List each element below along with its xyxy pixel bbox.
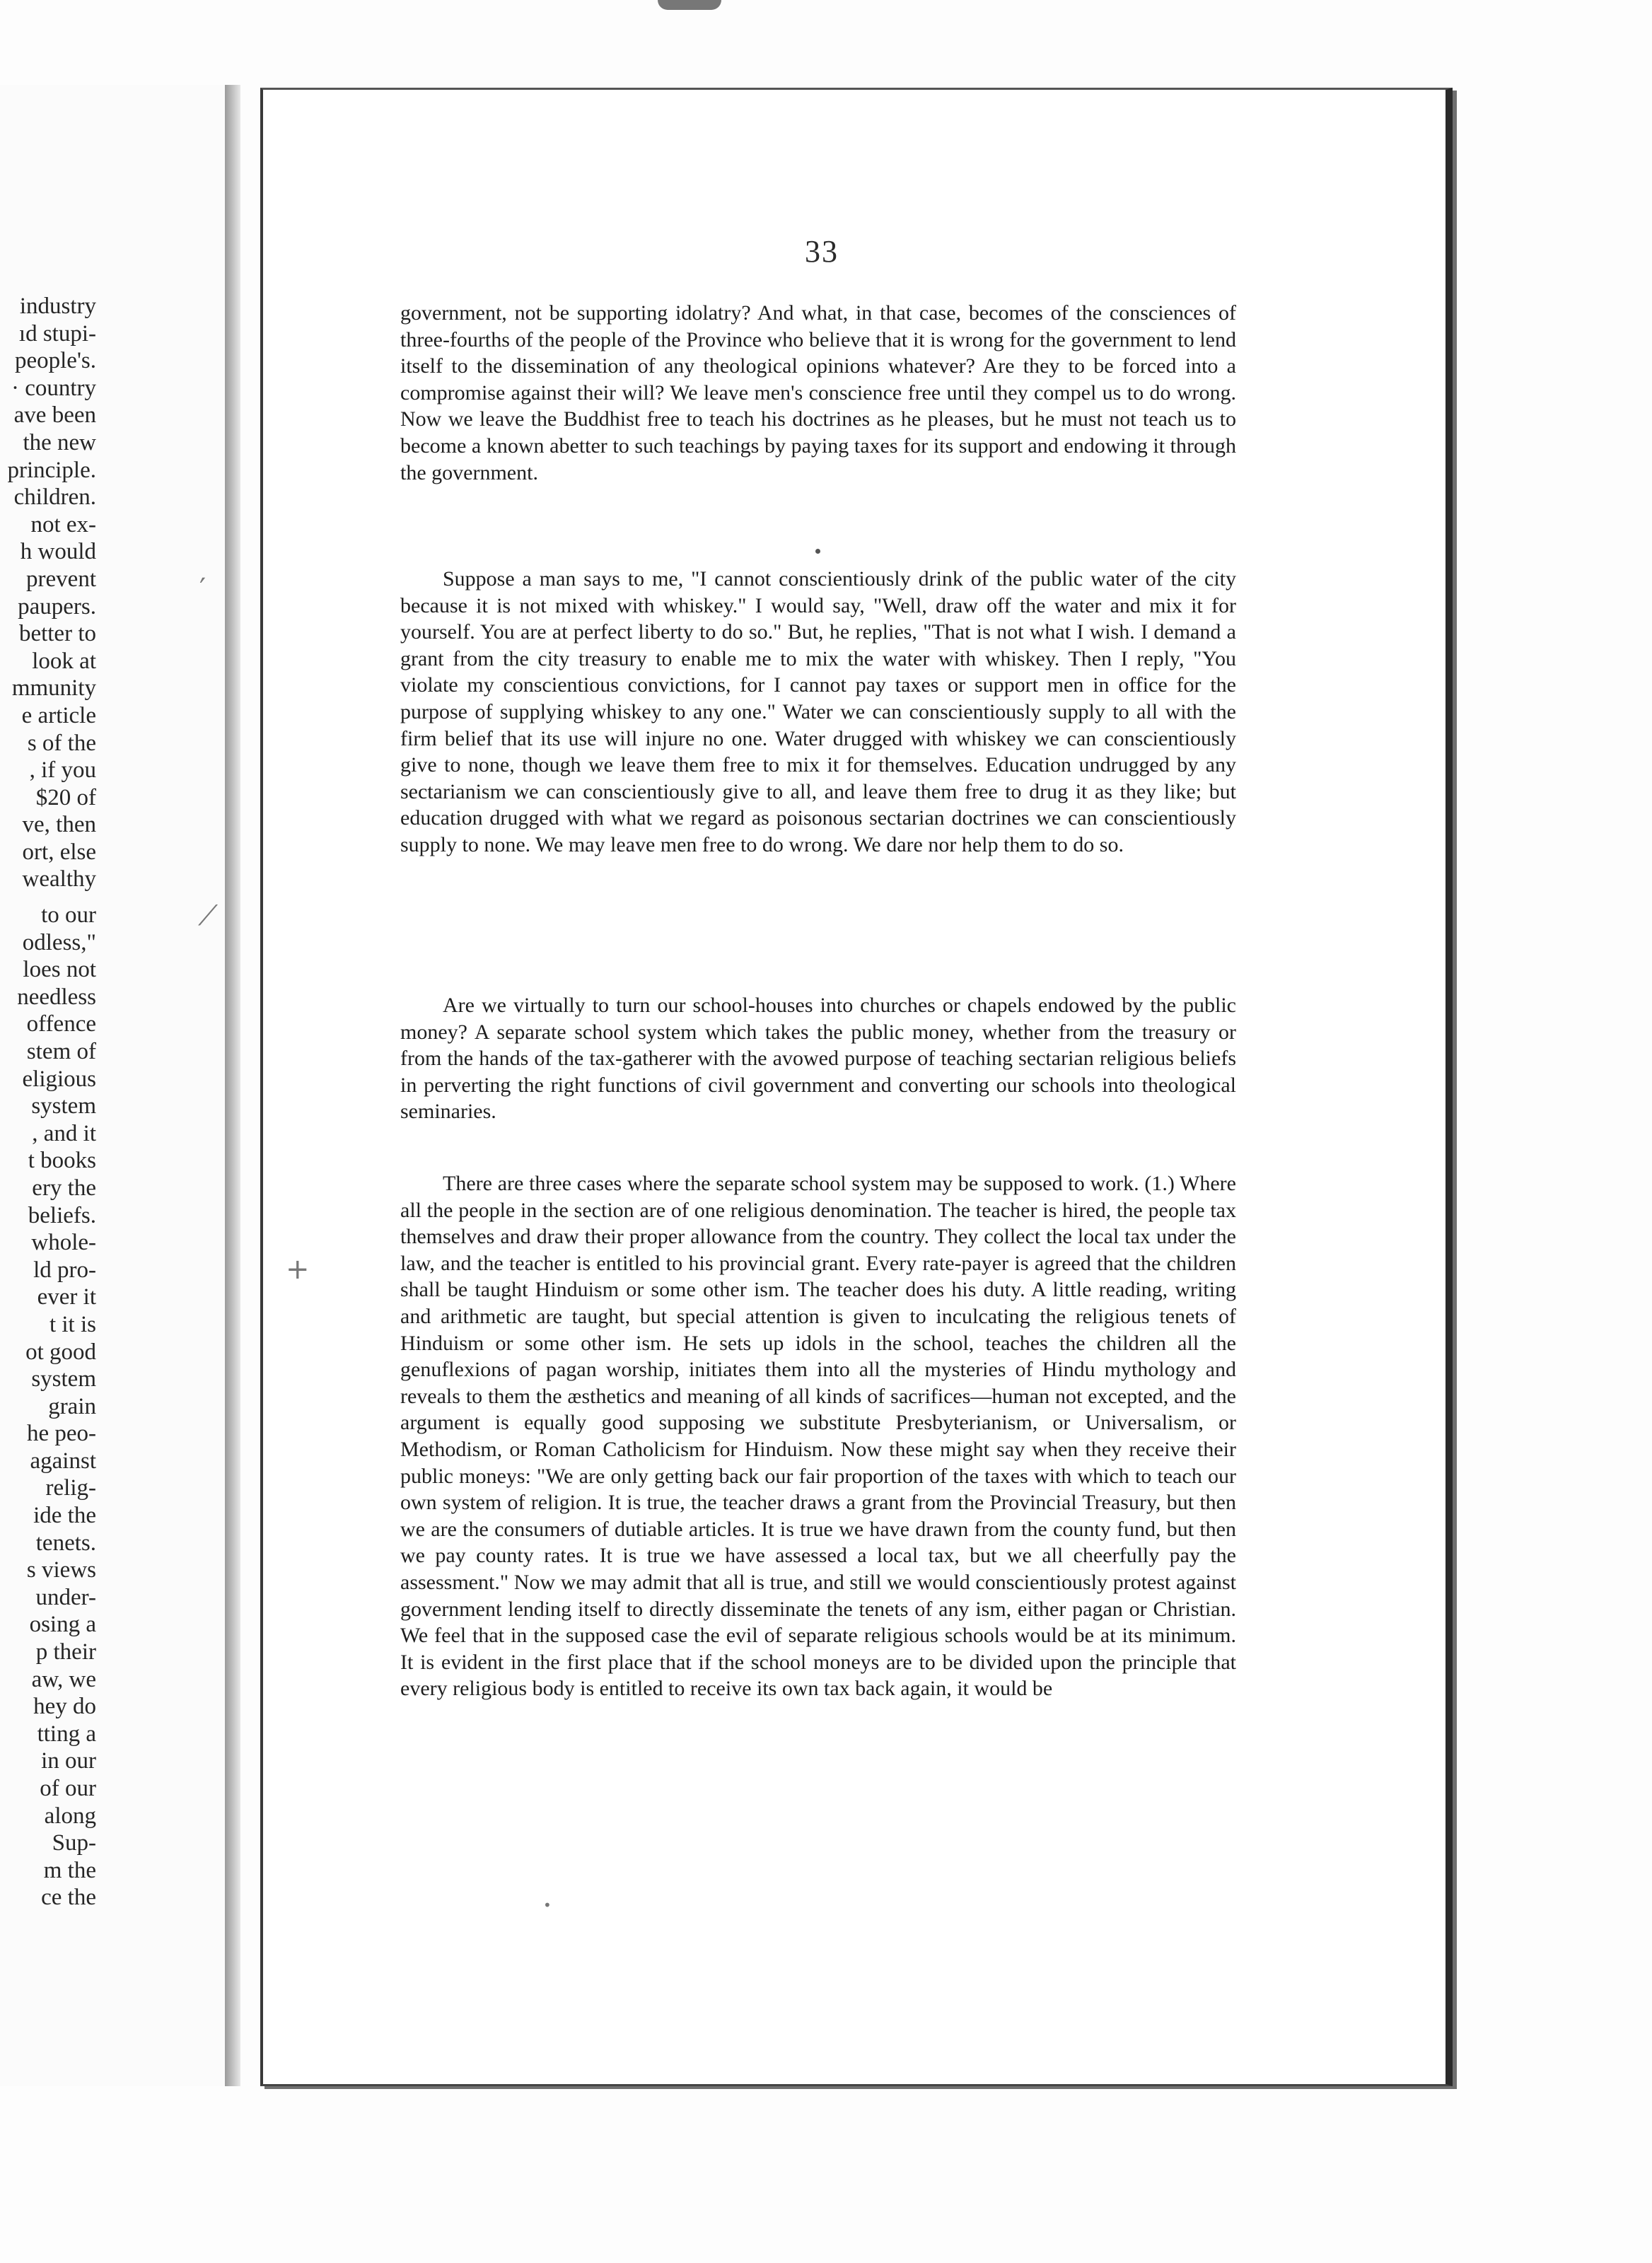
left-page-line: grain bbox=[48, 1393, 96, 1419]
left-page-line: whole- bbox=[31, 1230, 96, 1256]
left-page-line: h would bbox=[20, 539, 96, 565]
left-page-line: stem of bbox=[26, 1038, 96, 1064]
left-page-line: ve, then bbox=[22, 812, 96, 838]
left-page-line: $20 of bbox=[35, 784, 96, 810]
left-page-line: system bbox=[31, 1366, 96, 1392]
left-page-line: hey do bbox=[33, 1694, 96, 1720]
left-page-line: t books bbox=[28, 1148, 96, 1174]
left-page-line: ide the bbox=[33, 1503, 96, 1529]
left-page-line: he peo- bbox=[26, 1421, 96, 1447]
paragraph-1 bbox=[400, 300, 1236, 486]
left-page-line: e article bbox=[21, 702, 96, 728]
left-page-line: Sup- bbox=[52, 1830, 96, 1856]
left-page-text-group-1 bbox=[0, 293, 96, 893]
left-page-line: system bbox=[31, 1093, 96, 1119]
paragraph-3-text: Are we virtually to turn our school-houses into churches or chapels endowed by the public money? A separate school system which takes the public money, whether from the treasury or from the hands of the tax-gatherer with the avowed purpose of teaching sectarian religious beliefs in perverting the right functions of civil government and converting our schools into theological seminaries. bbox=[400, 994, 1236, 1124]
left-page-line: not ex- bbox=[30, 511, 96, 537]
left-page-line: wealthy bbox=[22, 866, 96, 892]
paragraph-4-text: There are three cases where the separate school system may be supposed to work. (1.) Where all the people in the section are of one religious denomination. The teacher is hired, the people tax themselves and draw their proper allowance from the country. They collect the local tax under the law, and the teacher is entitled to his provincial grant. Every rate-payer is agreed that the children shall be taught Hinduism or some other ism. The teacher does his duty. A little reading, writing and arithmetic are taught, but special attention is given to inculcating the religious tenets of Hinduism or some other ism. He sets up idols in the school, teaches the children all the genuflexions of pagan worship, initiates them into all the mysteries of Hindu mythology and reveals to them the æsthetics and meaning of all kinds of sacrifices—human not excepted, and the argument is equally good supposing we substitute Presbyterianism, or Universalism, or Methodism, or Roman Catholicism for Hinduism. Now these might say when they receive their public moneys: "We are only getting back our fair proportion of the taxes with which to teach our own system of religion. It is true, the teacher draws a grant from the Provincial Treasury, but then we are the consumers of dutiable articles. It is true we have drawn from the county fund, but then we pay county rates. It is true we have assessed a local tax, but we all cheerfully pay the assessment." Now we may admit that all is true, and still we would conscientiously protest against government lending itself to directly disseminate the tenets of any ism, either pagan or Christian. We feel that in the supposed case the evil of separate religious schools would be at its minimum. It is evident in the first place that if the school moneys are to be divided upon the principle that every religious body is entitled to receive its own tax back again, it would be bbox=[400, 1172, 1236, 1701]
left-page-line: m the bbox=[43, 1857, 96, 1883]
left-page-line: ort, else bbox=[22, 839, 96, 865]
left-page-line: s of the bbox=[27, 730, 96, 756]
left-page-line: prevent bbox=[26, 566, 96, 592]
margin-tick-mark: ′ bbox=[199, 573, 206, 605]
left-page-line: offence bbox=[26, 1011, 96, 1037]
left-page-line: relig- bbox=[45, 1475, 96, 1501]
left-page-line: s views bbox=[26, 1557, 96, 1583]
left-page-line: look at bbox=[32, 648, 96, 674]
left-page-line: needless bbox=[17, 984, 96, 1010]
paragraph-3 bbox=[400, 992, 1236, 1125]
paragraph-2-text: Suppose a man says to me, "I cannot conscientiously drink of the public water of the city because it is not mixed with whiskey." I would say, "Well, draw off the water and mix it for yourself. You are at perfect liberty to do so." But, he replies, "That is not what I wish. I demand a grant from the city treasury to enable me to mix the water with whiskey. Then I reply, "You violate my conscientious convictions, for I cannot pay taxes or support men in office for the purpose of supplying whiskey to any one." Water we can conscientiously supply to all with the firm belief that its use will injure no one. Water drugged with whiskey we can conscientiously give to none, though we leave them free to mix it for themselves. Education undrugged by any sectarianism we can conscientiously give to all, and leave them free to drug it as they like; but education drugged with what we regard as poisonous sectarian doctrines we can conscientiously supply to none. We may leave men free to do wrong. We dare nor help them to do so. bbox=[400, 567, 1236, 856]
left-page-line: , if you bbox=[29, 757, 96, 784]
left-page-line: osing a bbox=[29, 1612, 96, 1638]
paragraph-1-text: government, not be supporting idolatry? And what, in that case, becomes of the consciences of three-fourths of the people of the Province who believe that it is wrong for the government to lend itself to the dissemination of any theological opinions whatever? Are they to be forced into a compromise against their will? We leave men's conscience free until they compel us to do wrong. Now we leave the Buddhist free to teach his doctrines as he pleases, but he must not teach us to become a known abetter to such teachings by paying taxes for its support and endowing it through the government. bbox=[400, 301, 1236, 484]
left-page-line: ot good bbox=[25, 1339, 96, 1365]
left-page-line: · country bbox=[11, 375, 96, 401]
left-page-line: along bbox=[44, 1803, 96, 1829]
paragraph-2 bbox=[400, 566, 1236, 859]
left-page-line: loes not bbox=[23, 957, 96, 983]
left-page-line: ıd stupi- bbox=[18, 320, 96, 347]
margin-tick-mark: + bbox=[286, 1253, 310, 1286]
left-page-line: t it is bbox=[49, 1311, 96, 1337]
left-page-line: industry bbox=[19, 293, 96, 319]
margin-tick-mark: • bbox=[543, 1897, 552, 1914]
left-page-line: ce the bbox=[41, 1885, 96, 1911]
left-page-text-group-2 bbox=[0, 902, 96, 1912]
left-page-line: people's. bbox=[14, 348, 96, 374]
left-page-line: better to bbox=[18, 621, 96, 647]
dot-mark bbox=[815, 549, 820, 554]
left-page-line: under- bbox=[35, 1584, 96, 1610]
left-page-line: tting a bbox=[37, 1721, 96, 1747]
left-page-line: ever it bbox=[37, 1284, 96, 1310]
left-page-line: beliefs. bbox=[28, 1202, 96, 1228]
margin-tick-mark: ⟋ bbox=[198, 900, 218, 932]
left-page-line: ld pro- bbox=[33, 1257, 96, 1283]
left-page-line: eligious bbox=[22, 1066, 96, 1092]
left-page-line: aw, we bbox=[31, 1666, 96, 1692]
left-page-line: against bbox=[30, 1448, 96, 1474]
left-page-line: principle. bbox=[7, 457, 96, 483]
left-page-line: to our bbox=[41, 902, 96, 928]
page-number: 33 bbox=[805, 234, 839, 269]
left-page-line: the new bbox=[23, 429, 96, 455]
left-page-gutter-shadow bbox=[225, 85, 240, 2086]
left-page-line: in our bbox=[41, 1748, 96, 1774]
top-smudge bbox=[658, 0, 721, 10]
left-page-line: children. bbox=[13, 484, 96, 511]
left-page-line: ave been bbox=[13, 402, 96, 429]
left-page-line: tenets. bbox=[35, 1530, 96, 1556]
left-page-line: paupers. bbox=[18, 593, 96, 619]
left-page-line: , and it bbox=[32, 1120, 96, 1146]
left-page-line: ery the bbox=[32, 1175, 96, 1201]
left-page-line: odless," bbox=[22, 929, 96, 955]
left-page-line: mmunity bbox=[11, 675, 96, 702]
left-page-line: of our bbox=[40, 1776, 96, 1801]
left-page-line: p their bbox=[35, 1639, 96, 1665]
paragraph-4 bbox=[400, 1170, 1236, 1702]
